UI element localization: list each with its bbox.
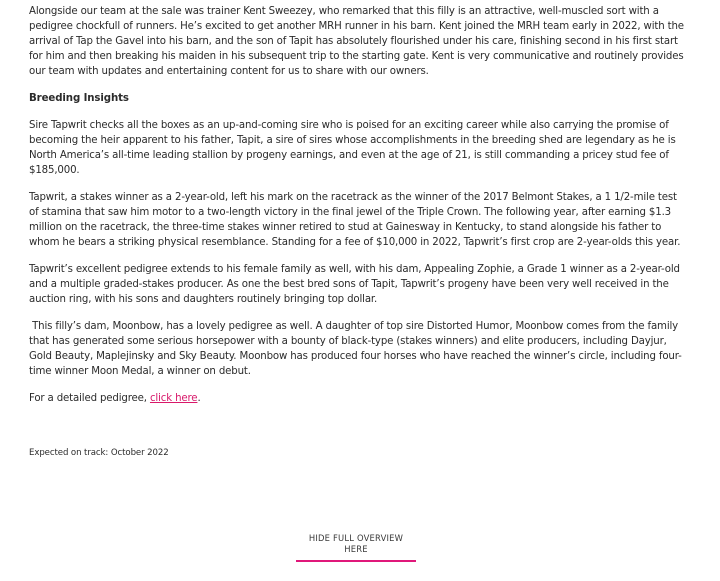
sire-paragraph: Sire Tapwrit checks all the boxes as an up-and-coming sire who is poised for an exciting career while also carrying the promise of becoming the heir apparent to his father, Tapit, a sire of sires whose accomplishments in the breeding shed are legendary as he is North America’s all-time leading stallion by progeny earnings, and even at the age of 21, is still commanding a pricey stud fee of $185,000.	[29, 120, 676, 176]
pedigree-line	[29, 391, 685, 406]
pedigree-suffix: .	[197, 393, 201, 404]
pedigree-prefix: For a detailed pedigree,	[29, 393, 150, 404]
hide-overview-wrapper	[296, 533, 416, 562]
stakes-paragraph: Tapwrit, a stakes winner as a 2-year-old, left his mark on the racetrack as the winner of the 2017 Belmont Stakes, a 1 1/2-mile test of stamina that saw him motor to a two-length victory in the final jewel of the Triple Crown. The following year, after earning $1.3 million on the racetrack, the three-time stakes winner retired to stud at Gainesway in Kentucky, to stand alongside his father to whom he bears a striking physical resemblance. Standing for a fee of $10,000 in 2022, Tapwrit’s first crop are 2-year-olds this year.	[29, 192, 681, 248]
overview-content	[29, 4, 685, 406]
pedigree-link[interactable]: click here	[149, 393, 198, 404]
female-family-paragraph: Tapwrit’s excellent pedigree extends to his female family as well, with his dam, Appealing Zophie, a Grade 1 winner as a 2-year-old and a multiple graded-stakes producer. As one the best bred sons of Tapit, Tapwrit’s progeny have been very well received in the auction ring, with his sons and daughters routinely bringing top dollar.	[29, 264, 680, 305]
breeding-insights-heading: Breeding Insights	[29, 93, 129, 104]
dam-paragraph: This filly’s dam, Moonbow, has a lovely pedigree as well. A daughter of top sire Distorted Humor, Moonbow comes from the family that has generated some serious horsepower with a bounty of black-type (stakes winners) and elite producers, including Dayjur, Gold Beauty, Maplejinsky and Sky Beauty. Moonbow has produced four horses who have reached the winner’s circle, including four-time winner Moon Medal, a winner on debut.	[29, 321, 682, 377]
hide-overview-button[interactable]: HIDE FULL OVERVIEW HERE	[296, 533, 416, 562]
trainer-paragraph: Alongside our team at the sale was trainer Kent Sweezey, who remarked that this filly is an attractive, well-muscled sort with a pedigree chockfull of runners. He’s excited to get another MRH runner in his barn. Kent joined the MRH team early in 2022, with the arrival of Tap the Gavel into his barn, and the son of Tapit has absolutely flourished under his care, finishing second in his first start for him and then breaking his maiden in his subsequent trip to the starting gate. Kent is very communicative and routinely provides our team with updates and entertaining content for us to share with our owners.	[29, 6, 684, 77]
expected-on-track: Expected on track: October 2022	[29, 448, 169, 458]
